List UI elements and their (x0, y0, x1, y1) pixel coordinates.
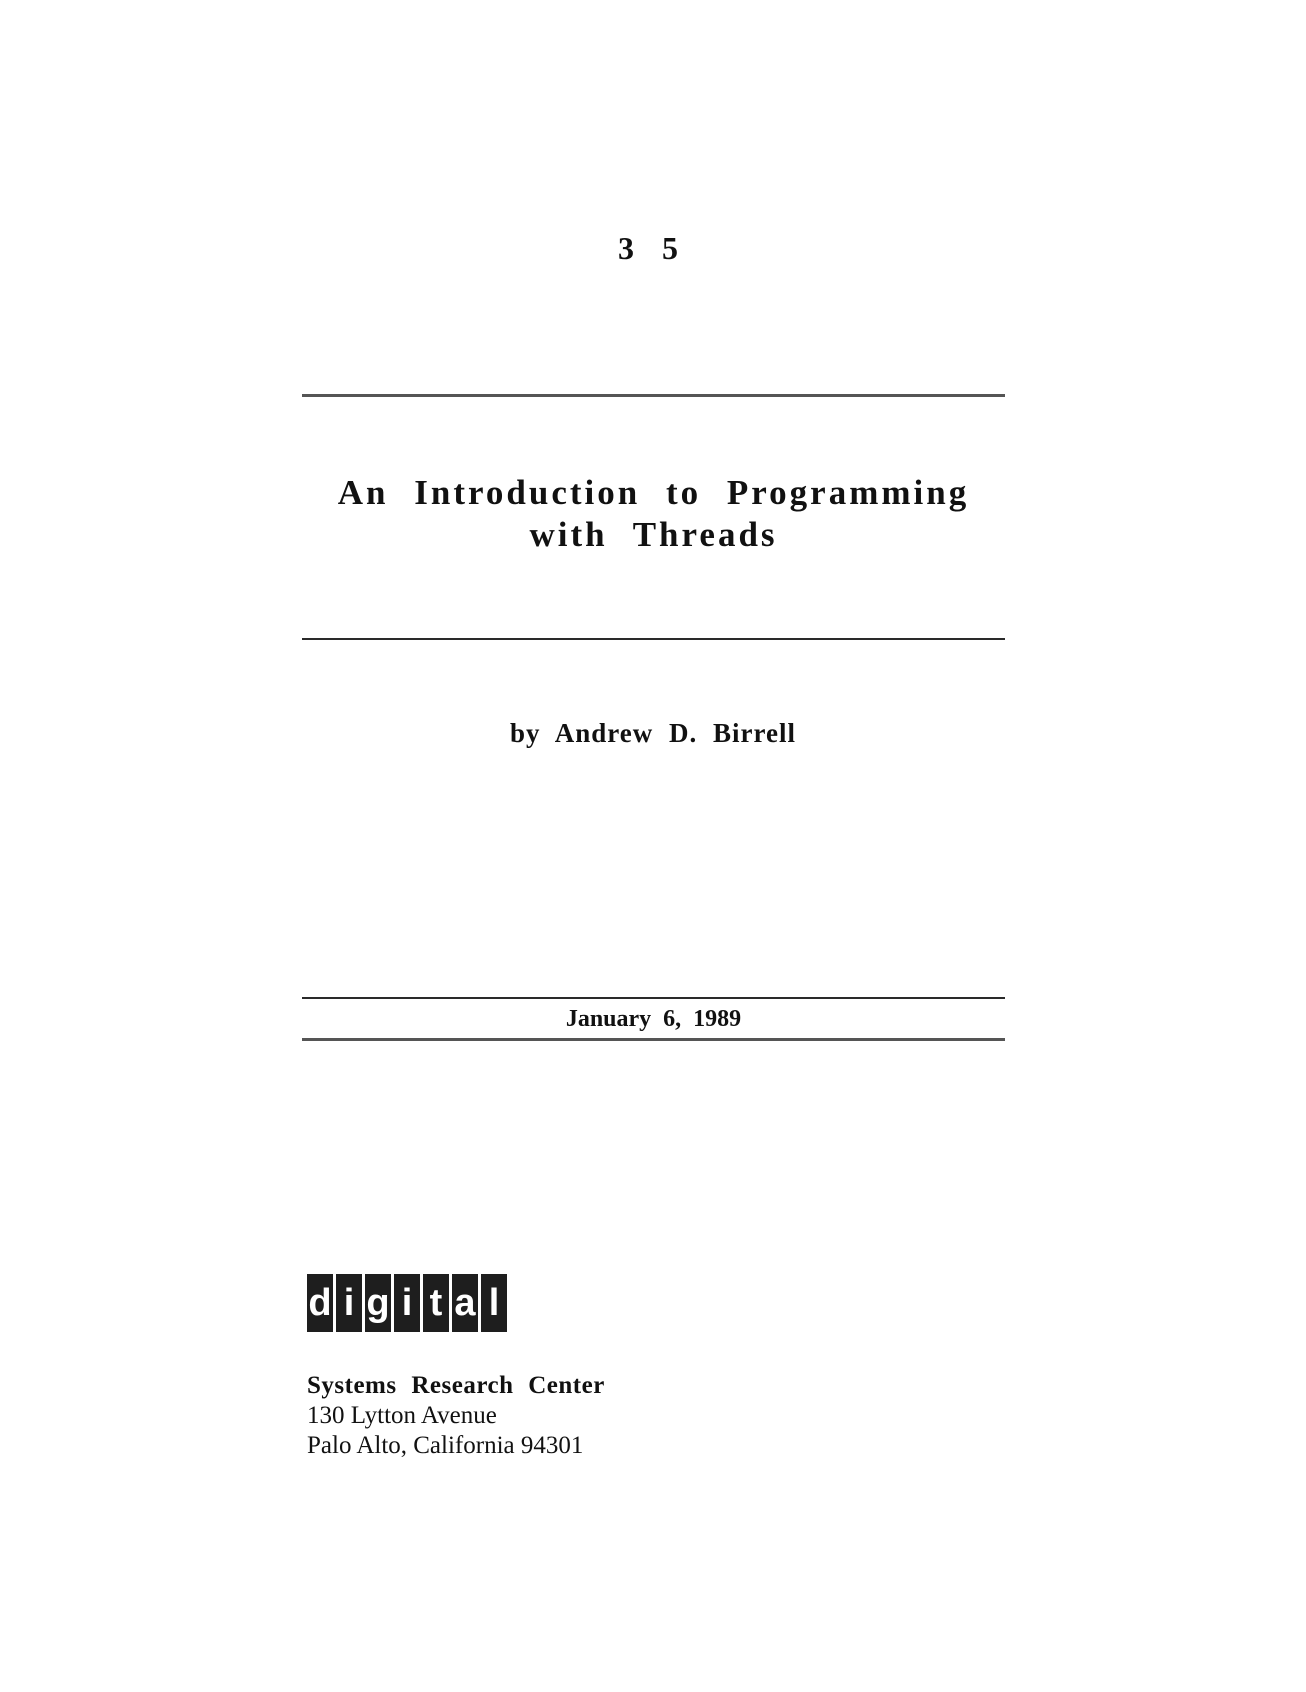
city-address: Palo Alto, California 94301 (307, 1432, 584, 1459)
logo-letter: a (452, 1274, 478, 1332)
logo-letter: i (336, 1274, 362, 1332)
title-line-1: An Introduction to Programming (337, 473, 970, 512)
top-rule (302, 394, 1005, 397)
date-top-rule (302, 997, 1005, 999)
publication-date: January 6, 1989 (565, 1006, 742, 1032)
logo-letter: t (423, 1274, 449, 1332)
logo-letter: d (307, 1274, 333, 1332)
author-line: by Andrew D. Birrell (509, 718, 796, 748)
logo-letter: i (394, 1274, 420, 1332)
middle-rule (302, 638, 1005, 640)
address-block (307, 1371, 605, 1461)
logo-letter: g (365, 1274, 391, 1332)
document-title (302, 472, 1005, 556)
title-line-2: with Threads (529, 515, 778, 554)
digital-logo (307, 1274, 507, 1332)
street-address: 130 Lytton Avenue (307, 1402, 497, 1429)
date-bottom-rule (302, 1038, 1005, 1041)
report-number: 3 5 (618, 230, 688, 266)
organization-name: Systems Research Center (307, 1372, 605, 1399)
logo-letter: l (481, 1274, 507, 1332)
